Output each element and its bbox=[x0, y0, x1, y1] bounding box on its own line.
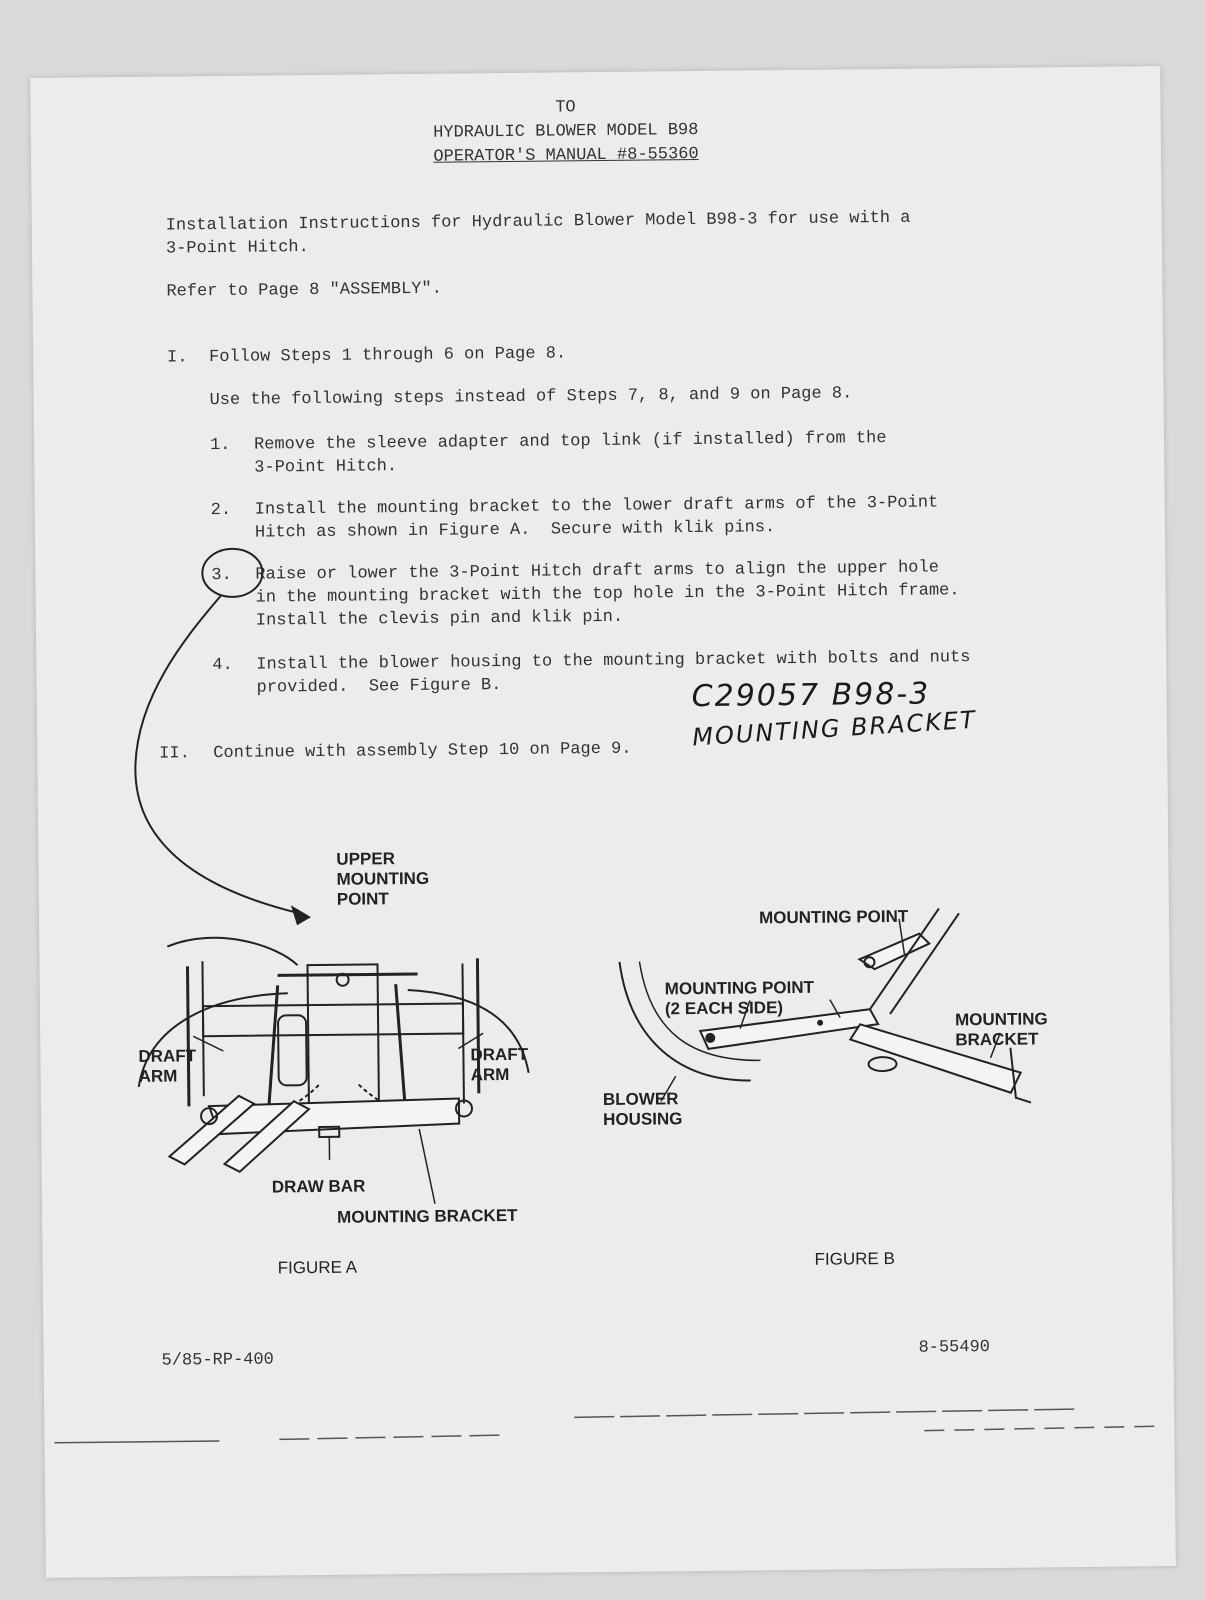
label-mounting-point-2-each-side: MOUNTING POINT (2 EACH SIDE) bbox=[664, 977, 815, 1019]
step-2-number: 2. bbox=[210, 500, 232, 521]
header-model: HYDRAULIC BLOWER MODEL B98 bbox=[433, 120, 699, 143]
label-blower-housing: BLOWER HOUSING bbox=[602, 1089, 683, 1130]
step-1-line2: 3-Point Hitch. bbox=[254, 457, 398, 478]
section-1-instead: Use the following steps instead of Steps 7, 8, and 9 on Page 8. bbox=[209, 384, 853, 411]
label-draft-arm-right: DRAFT ARM bbox=[470, 1044, 529, 1085]
figure-a-illustration bbox=[127, 902, 570, 1157]
step-4-line2: provided. See Figure B. bbox=[256, 676, 502, 698]
label-draft-arm-left: DRAFT ARM bbox=[138, 1046, 197, 1086]
label-mounting-point-b: MOUNTING POINT bbox=[758, 906, 909, 928]
step-1-line1: Remove the sleeve adapter and top link (if installed) from the bbox=[253, 429, 887, 455]
intro-line2: 3-Point Hitch. bbox=[165, 238, 309, 259]
step-4-line1: Install the blower housing to the mounting bracket with bolts and nuts bbox=[256, 648, 971, 675]
section-1-numeral: I. bbox=[167, 348, 188, 368]
figure-b-caption: FIGURE B bbox=[814, 1248, 895, 1269]
header-manual: OPERATOR'S MANUAL #8-55360 bbox=[433, 144, 699, 167]
step-3-line3: Install the clevis pin and klik pin. bbox=[255, 607, 624, 631]
step-3-line1: Raise or lower the 3-Point Hitch draft arms to align the upper hole bbox=[255, 558, 939, 585]
footer-left-code: 5/85-RP-400 bbox=[161, 1350, 274, 1371]
step-3-line2: in the mounting bracket with the top hole in the 3-Point Hitch frame. bbox=[255, 581, 960, 608]
label-draw-bar: DRAW BAR bbox=[271, 1176, 366, 1197]
figure-a-caption: FIGURE A bbox=[277, 1257, 358, 1278]
label-mounting-bracket-a: MOUNTING BRACKET bbox=[337, 1205, 518, 1227]
section-1-text: Follow Steps 1 through 6 on Page 8. bbox=[209, 344, 567, 368]
step-3-number: 3. bbox=[211, 565, 232, 586]
label-mounting-bracket-b: MOUNTING BRACKET bbox=[954, 1009, 1048, 1050]
handwritten-part-number: C29057 B98-3 bbox=[691, 676, 931, 715]
step-2-line2: Hitch as shown in Figure A. Secure with klik pins. bbox=[254, 518, 776, 543]
intro-refer: Refer to Page 8 "ASSEMBLY". bbox=[166, 279, 442, 302]
handwritten-bracket-label: MOUNTING BRACKET bbox=[691, 705, 978, 752]
step-4-number: 4. bbox=[212, 655, 233, 676]
section-2-numeral: II. bbox=[159, 744, 190, 764]
section-2-text: Continue with assembly Step 10 on Page 9. bbox=[213, 739, 632, 764]
step-1-number: 1. bbox=[209, 435, 231, 456]
header-to: TO bbox=[555, 98, 576, 118]
label-upper-mounting-point: UPPER MOUNTING POINT bbox=[336, 849, 430, 909]
intro-line1: Installation Instructions for Hydraulic Blower Model B98-3 for use with a bbox=[165, 208, 911, 236]
document-sheet bbox=[30, 66, 1176, 1578]
footer-right-code: 8-55490 bbox=[918, 1337, 991, 1358]
step-2-line1: Install the mounting bracket to the lower draft arms of the 3-Point bbox=[254, 493, 939, 520]
